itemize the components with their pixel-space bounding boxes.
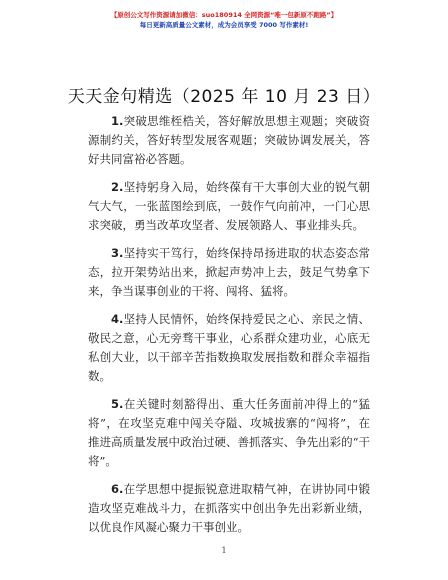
paragraph-number: 5.: [111, 397, 124, 411]
paragraph-6: [88, 480, 370, 537]
paragraph-text: 在学思想中提振锐意进取精气神，在讲协同中锻造攻坚克难战斗力，在抓落实中创出争先出彩新业绩，以优良作风凝心聚力干事创业。: [88, 482, 370, 534]
paragraph-number: 1.: [111, 114, 124, 128]
page-number: 1: [221, 546, 227, 555]
paragraph-number: 4.: [111, 312, 124, 326]
paragraph-5: [88, 395, 370, 471]
promo-banner-line-1: 【原创公文写作资源请加微信：suo180914 全网资源“唯一包新原不跑路”】: [110, 11, 338, 19]
paragraph-1: [88, 112, 370, 169]
document-title: 天天金句精选（2025 年 10 月 23 日）: [67, 87, 381, 107]
paragraph-text: 坚持实干笃行，始终保持昂扬进取的状态姿态常态，拉开架势站出来，掀起声势冲上去，鼓足气势拿下来，争当谋事创业的干将、闯将、猛将。: [88, 246, 370, 298]
paragraph-2: [88, 178, 370, 235]
paragraph-number: 3.: [111, 246, 124, 260]
promo-banner: [0, 10, 448, 30]
promo-banner-line-2: 每日更新高质量公文素材，成为会员享受 7000 写作素材!: [139, 21, 309, 29]
document-body: [88, 112, 370, 546]
paragraph-3: [88, 244, 370, 301]
paragraph-4: [88, 310, 370, 386]
paragraph-text: 突破思维桎梏关，答好解放思想主观题；突破资源制约关，答好转型发展客观题；突破协调发展关，答好共同富裕必答题。: [88, 114, 370, 166]
paragraph-text: 坚持人民情怀，始终保持爱民之心、亲民之情、敬民之意，心无旁骛干事业，心系群众建功业，心底无私创大业，以干部辛苦指数换取发展指数和群众幸福指数。: [88, 312, 370, 383]
paragraph-text: 在关键时刻豁得出、重大任务面前冲得上的“猛将”，在攻坚克难中闯关夺隘、攻城拔寨的“闯将”，在推进高质量发展中政治过硬、善抓落实、争先出彩的“干将”。: [88, 397, 370, 468]
paragraph-number: 2.: [111, 180, 124, 194]
paragraph-text: 坚持躬身入局，始终葆有干大事创大业的锐气朝气大气，一张蓝图绘到底，一鼓作气向前冲，一门心思求突破，勇当改革攻坚者、发展领路人、事业排头兵。: [88, 180, 370, 232]
paragraph-number: 6.: [111, 482, 124, 496]
